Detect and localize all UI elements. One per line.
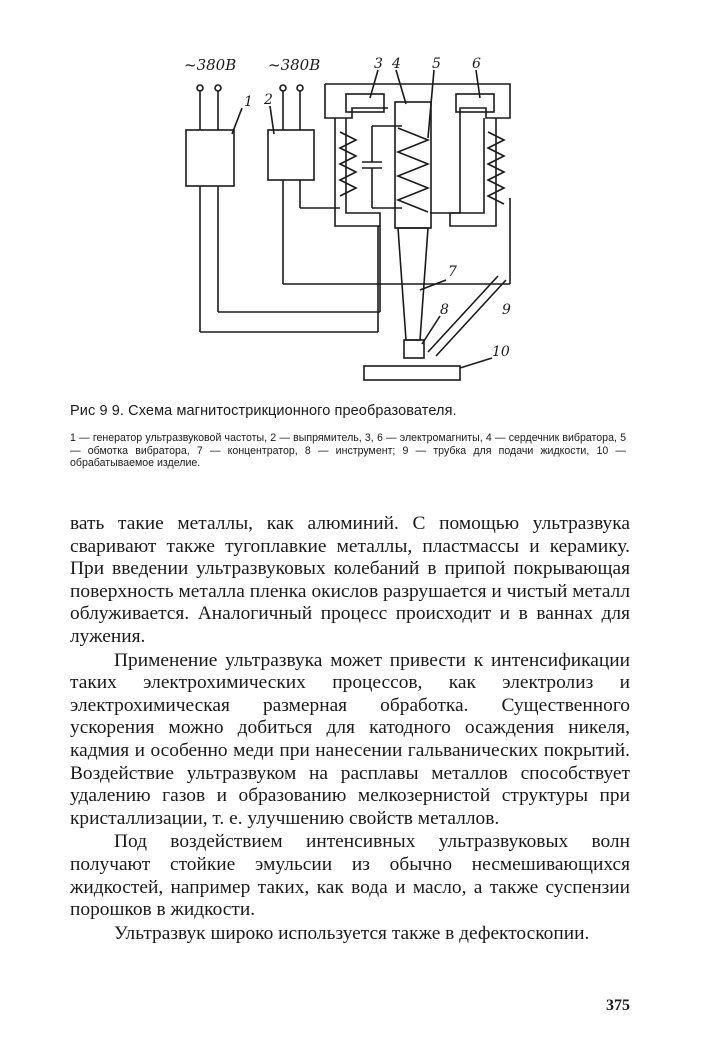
transducer-diagram <box>150 48 550 398</box>
label-4: 4 <box>392 56 401 72</box>
generator-block <box>186 130 234 186</box>
paragraph: вать такие металлы, как алюминий. С помощью ультразвука сваривают также тугоплавкие металлы, пластмассы и керамику. При введении ультразвуковых колебаний в припой покрывающая поверхность металла пленка окислов разрушается и чистый металл облуживается. Аналогичный процесс происходит и в ваннах для лужения. <box>70 513 630 647</box>
label-5: 5 <box>432 56 441 72</box>
body-text <box>70 513 630 945</box>
label-9: 9 <box>502 302 511 318</box>
rectifier-block <box>268 130 314 180</box>
label-10: 10 <box>492 344 510 360</box>
label-3: 3 <box>374 56 383 72</box>
terminal-left-b <box>215 85 221 91</box>
magnet-frame-left <box>325 84 388 118</box>
winding-left <box>340 132 356 196</box>
terminal-right-a <box>280 85 286 91</box>
figure-caption-title: Рис 9 9. Схема магнитострикционного преобразователя. <box>70 403 457 419</box>
label-2: 2 <box>264 92 273 108</box>
supply-label-left: ~380В <box>184 56 237 74</box>
label-1: 1 <box>244 94 253 110</box>
label-6: 6 <box>472 56 481 72</box>
label-8: 8 <box>440 302 449 318</box>
winding-vibrator <box>398 128 428 212</box>
terminal-left-a <box>197 85 203 91</box>
label-7: 7 <box>448 264 457 280</box>
liquid-tube <box>428 276 498 352</box>
paragraph: Применение ультразвука может привести к интенсификации таких электрохимических процессов, как электролиз и электрохимическая размерная обработка. Существенного ускорения можно добиться для катодного осаждения никеля, кадмия и особенно меди при нанесении гальванических покрытий. Воздействие ультразвуком на расплавы металлов способствует удалению газов и образованию мелкозернистой структуры при кристаллизации, т. е. улучшению свойств металлов. <box>70 649 630 829</box>
workpiece <box>364 366 460 380</box>
terminal-right-b <box>297 85 303 91</box>
paragraph: Под воздействием интенсивных ультразвуковых волн получают стойкие эмульсии из обычно несмешивающихся жидкостей, например таких, как вода и масло, а также суспензии порошков в жидкости. <box>70 831 630 921</box>
magnet-frame-right <box>325 84 510 213</box>
figure-caption-legend: 1 — генератор ультразвуковой частоты, 2 — выпрямитель, 3, 6 — электромагниты, 4 — сердечник вибратора, 5 — обмотка вибратора, 7 — концентратор, 8 — инструмент; 9 — трубка для подачи жидкости, 10 — обрабатываемое изделие. <box>70 432 626 470</box>
tool <box>404 340 424 358</box>
page-number: 375 <box>606 997 630 1014</box>
supply-label-right: ~380В <box>268 56 321 74</box>
transducer-schematic <box>150 48 550 398</box>
paragraph: Ультразвук широко используется также в дефектоскопии. <box>114 922 590 944</box>
